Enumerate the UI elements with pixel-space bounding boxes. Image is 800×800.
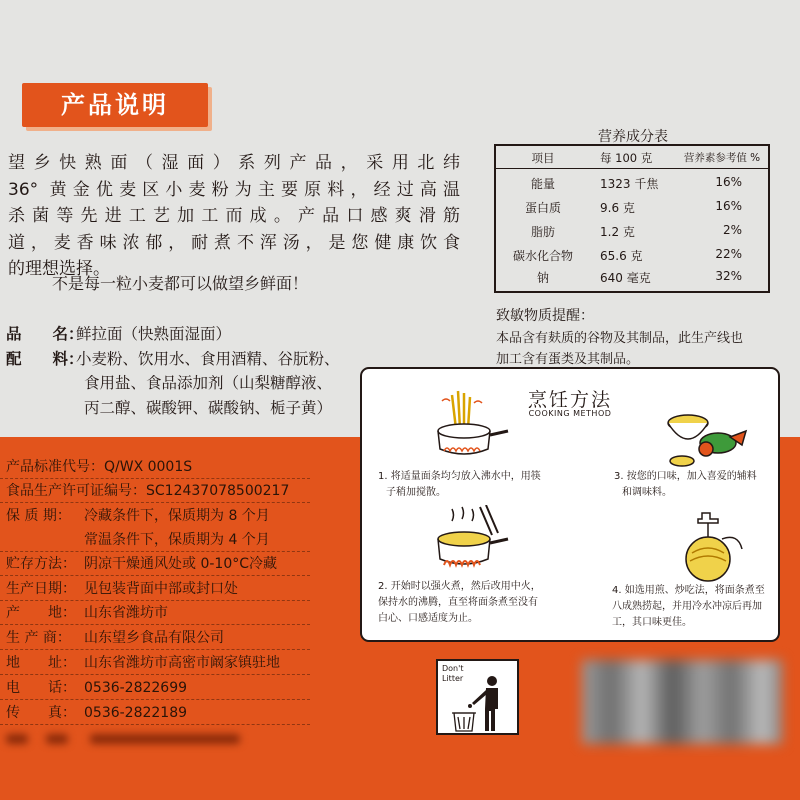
step-text: 保持水的沸腾，直至将面条煮至没有 xyxy=(378,597,538,608)
info-row xyxy=(6,457,192,477)
section-title: 产品说明 xyxy=(22,83,208,127)
intro-line: 道，麦香味浓郁，耐煮不浑汤，是您健康饮食 xyxy=(8,232,460,253)
nutrition-header: 营养素参考值 % xyxy=(683,152,761,164)
step-text: 1. 将适量面条均匀放入沸水中，用筷 xyxy=(378,471,541,482)
nutrition-row xyxy=(496,175,768,199)
nutrition-row xyxy=(496,199,768,223)
info-value: Q/WX 0001S xyxy=(104,459,193,475)
nutrition-nrv: 16% xyxy=(715,175,742,189)
litter-text-line: Don't xyxy=(442,664,464,673)
divider xyxy=(0,600,310,601)
nutrition-item: 能量 xyxy=(530,177,555,191)
info-value: 常温条件下，保质期为 4 个月 xyxy=(84,532,270,548)
person-trash-icon xyxy=(448,673,512,733)
cooking-step xyxy=(612,583,765,631)
step-text: 和调味料。 xyxy=(622,487,672,498)
info-row xyxy=(6,603,168,623)
cooking-step xyxy=(614,469,757,501)
allergy-line: 本品含有麸质的谷物及其制品，此生产线也 xyxy=(496,331,744,346)
nutrition-amount: 1323 千焦 xyxy=(600,177,659,191)
intro-line: 36° 黄金优麦区小麦粉为主要原料，经过高温 xyxy=(8,179,460,200)
nutrition-item: 钠 xyxy=(536,271,549,285)
product-name-value: 鲜拉面（快熟面湿面） xyxy=(76,325,232,343)
divider xyxy=(0,624,310,625)
divider xyxy=(0,575,310,576)
step-text: 4. 如选用煎、炒吃法，将面条煮至 xyxy=(612,585,765,596)
step-text: 2. 开始时以强火煮，然后改用中火， xyxy=(378,581,541,592)
product-name-label: 品 名： xyxy=(6,325,84,343)
ingredients-line: 食用盐、食品添加剂（山梨糖醇液、 xyxy=(84,374,333,392)
info-row xyxy=(6,481,289,501)
cooking-step xyxy=(378,579,541,627)
cooking-step xyxy=(378,469,541,501)
allergy-line: 加工含有蛋类及其制品。 xyxy=(496,352,640,367)
nutrition-header: 每 100 克 xyxy=(600,151,653,165)
info-label: 保 质 期： xyxy=(6,508,71,524)
cooking-subtitle: COOKING METHOD xyxy=(528,409,612,418)
info-value: 0536-2822699 xyxy=(84,680,188,696)
divider xyxy=(0,699,310,700)
info-label: 传 真： xyxy=(6,705,76,721)
dont-litter-sign xyxy=(436,659,519,735)
cooking-title: 烹饪方法 xyxy=(527,389,612,411)
divider xyxy=(0,649,310,650)
nutrition-nrv: 16% xyxy=(715,199,742,213)
step-text: 子稍加搅散。 xyxy=(386,487,446,498)
info-row xyxy=(6,678,187,698)
nutrition-nrv: 22% xyxy=(715,247,742,261)
nutrition-amount: 9.6 克 xyxy=(600,201,635,215)
ingredients-label: 配 料： xyxy=(6,350,84,368)
intro-line: 的理想选择。 xyxy=(8,259,110,279)
info-value: SC12437078500217 xyxy=(146,483,290,499)
info-label: 电 话： xyxy=(6,680,76,696)
info-row xyxy=(6,653,280,673)
ingredients-line: 小麦粉、饮用水、食用酒精、谷朊粉、 xyxy=(76,350,340,368)
info-value: 见包装背面中部或封口处 xyxy=(84,581,238,597)
nutrition-header: 项目 xyxy=(531,151,555,165)
blurred-barcode xyxy=(582,660,782,744)
info-row xyxy=(6,703,187,723)
nutrition-amount: 640 毫克 xyxy=(600,271,651,285)
product-intro xyxy=(8,150,460,283)
slogan: 不是每一粒小麦都可以做望乡鲜面！ xyxy=(52,274,309,293)
allergy-text xyxy=(496,328,782,370)
nutrition-nrv: 32% xyxy=(715,269,742,283)
nutrition-item: 脂肪 xyxy=(530,225,555,239)
info-label: 食品生产许可证编号： xyxy=(6,483,146,499)
info-value: 山东省潍坊市高密市阚家镇驻地 xyxy=(84,655,280,671)
info-row xyxy=(6,506,270,526)
divider xyxy=(0,724,310,725)
nutrition-table xyxy=(494,144,770,293)
ingredients-row xyxy=(6,347,340,371)
info-value: 山东望乡食品有限公司 xyxy=(84,630,224,646)
nutrition-title: 营养成分表 xyxy=(598,129,668,145)
bowl-vegetables-icon xyxy=(658,397,754,471)
divider xyxy=(0,478,310,479)
nutrition-row xyxy=(496,223,768,247)
info-label: 生 产 商： xyxy=(6,630,71,646)
blurred-info-row xyxy=(6,728,246,748)
nutrition-amount: 65.6 克 xyxy=(600,249,643,263)
step-text: 八成熟捞起，并用冷水冲凉后再加 xyxy=(612,601,762,612)
cooking-method-panel xyxy=(360,367,780,642)
nutrition-row xyxy=(496,269,768,293)
info-row xyxy=(6,628,224,648)
nutrition-item: 蛋白质 xyxy=(524,201,561,215)
info-label: 地 址： xyxy=(6,655,76,671)
info-row xyxy=(6,554,277,574)
info-label: 贮存方法： xyxy=(6,556,76,572)
info-value: 0536-2822189 xyxy=(84,705,188,721)
nutrition-item: 碳水化合物 xyxy=(512,249,573,263)
info-label: 生产日期： xyxy=(6,581,76,597)
frying-noodles-icon xyxy=(662,509,752,585)
boiling-pot-icon xyxy=(422,505,512,585)
intro-line: 望乡快熟面（湿面）系列产品，采用北纬 xyxy=(8,153,460,173)
allergy-title: 致敏物质提醒： xyxy=(496,308,594,324)
nutrition-header-row xyxy=(496,146,768,169)
ingredients-line: 丙二醇、碳酸钾、碳酸钠、栀子黄） xyxy=(84,399,333,417)
info-row xyxy=(6,579,238,599)
step-text: 工，其口味更佳。 xyxy=(612,617,692,628)
pot-noodles-icon xyxy=(422,387,512,469)
divider xyxy=(0,551,310,552)
nutrition-nrv: 2% xyxy=(722,223,742,237)
nutrition-row xyxy=(496,247,768,271)
litter-text-line: Litter xyxy=(442,674,464,683)
intro-line: 杀菌等先进工艺加工而成。产品口感爽滑筋 xyxy=(8,206,460,226)
divider xyxy=(0,674,310,675)
product-name-row xyxy=(6,322,231,346)
info-value: 山东省潍坊市 xyxy=(84,605,168,621)
divider xyxy=(0,502,310,503)
step-text: 白心、口感适度为止。 xyxy=(378,613,478,624)
info-value: 阴凉干燥通风处或 0-10°C冷藏 xyxy=(84,556,277,572)
info-label: 产品标准代号： xyxy=(6,459,104,475)
info-label: 产 地： xyxy=(6,605,76,621)
nutrition-amount: 1.2 克 xyxy=(600,225,635,239)
info-value: 冷藏条件下，保质期为 8 个月 xyxy=(84,508,270,524)
step-text: 3. 按您的口味，加入喜爱的辅料 xyxy=(614,471,757,482)
